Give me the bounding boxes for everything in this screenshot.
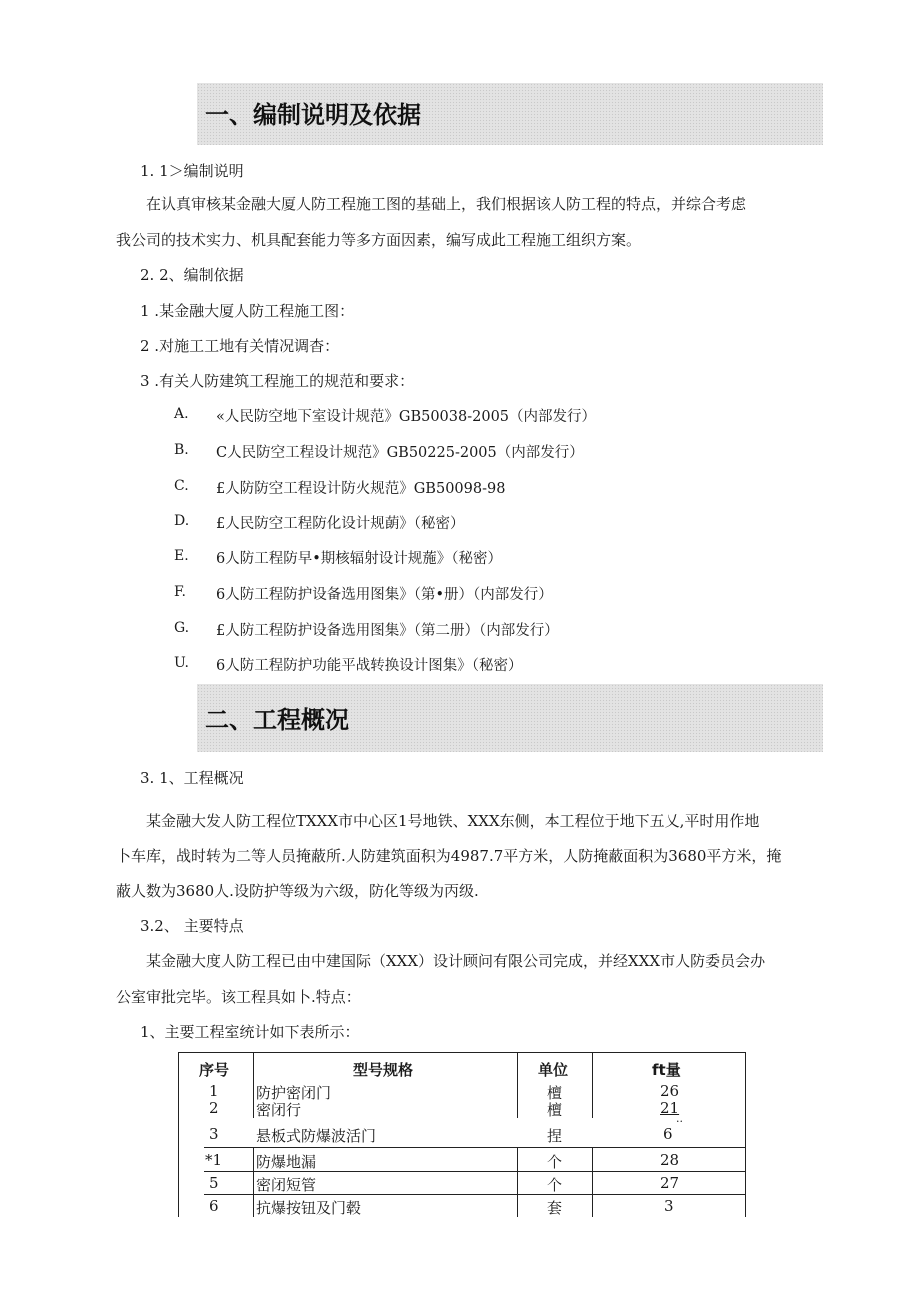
paragraph-line: 卜车库，战时转为二等人员掩蔽所.人防建筑面积为4987.7平方米，人防掩蔽面积为3680平方米，掩 [116,847,782,865]
standard-letter: G. [174,620,190,636]
table-cell-unit: 个 [547,1176,563,1194]
table-cell-unit: 个 [547,1153,563,1171]
table-rule [253,1052,254,1118]
standard-text: «人民防空地下室设计规范》GB50038-2005（内部发行） [216,409,597,425]
table-rule [253,1147,254,1217]
section-title-1: 一、编制说明及依据 [205,101,421,129]
table-rule [517,1147,518,1217]
sub-heading-1-2: 2. 2、编制依据 [140,266,244,284]
standard-letter: A. [174,406,189,422]
table-cell-qty: 28 [660,1151,680,1169]
table-rule [517,1052,518,1118]
table-cell-qty: 21 [660,1099,680,1117]
table-header: 单位 [538,1061,569,1079]
paragraph-line: 公室审批完毕。该工程具如卜.特点： [116,988,361,1006]
paragraph-line: 某金融大度人防工程已由中建国际（XXX）设计顾问有限公司完成，并经XXX市人防委员会办 [146,952,766,970]
table-cell-no: 6 [209,1197,219,1215]
basis-item: 3 .有关人防建筑工程施工的规范和要求： [140,372,415,390]
standard-text: £人防防空工程设计防火规范》GB50098-98 [216,481,506,497]
table-header: ft量 [652,1061,681,1079]
table-rule [204,1147,746,1148]
standard-letter: B. [174,442,189,458]
table-cell-no: *1 [205,1151,223,1169]
table-rule [592,1052,593,1118]
standard-letter: U. [174,655,189,671]
table-cell-no: 2 [209,1099,219,1117]
paragraph-line: 我公司的技术实力、机具配套能力等多方面因素，编写成此工程施工组织方案。 [116,231,642,249]
basis-item: 1 .某金融大厦人防工程施工图： [140,302,355,320]
table-cell-qty: 6 [663,1125,673,1143]
table-rule [178,1052,746,1053]
sub-heading-3-1: 3. 1、工程概况 [140,769,244,787]
paragraph-line: 蔽人数为3680人.设防护等级为六级，防化等级为丙级. [116,882,479,900]
table-cell-qty: 26 [660,1082,680,1100]
table-cell-name: 抗爆按钮及门毂 [256,1199,362,1217]
table-cell-name: 防爆地漏 [256,1153,317,1171]
paragraph-line: 在认真审核某金融大厦人防工程施工图的基础上，我们根据该人防工程的特点，并综合考虑 [146,195,747,213]
standard-letter: D. [174,513,190,529]
table-cell-unit: 檀 [547,1084,563,1102]
table-cell-mark: ·· [676,1115,683,1128]
table-cell-no: 3 [209,1125,219,1143]
table-rule [178,1052,179,1217]
section-banner-2 [197,684,823,752]
basis-item: 2 .对施工工地有关情况调杳： [140,337,340,355]
table-cell-unit: 捏 [547,1127,563,1145]
table-cell-unit: 檀 [547,1101,563,1119]
section-title-2: 二、工程概况 [205,706,349,734]
table-cell-name: 密闭短管 [256,1176,317,1194]
standard-text: C人民防空工程设计规范》GB50225-2005（内部发行） [216,445,584,461]
table-cell-no: 5 [209,1174,219,1192]
table-cell-no: 1 [209,1082,219,1100]
table-caption: 1、主要工程室统计如下表所示： [140,1023,360,1041]
paragraph-line: 某金融大发人防工程位TXXX市中心区1号地铁、XXX东侧，本工程位于地下五乂,平时用作地 [146,812,760,830]
sub-heading-1-1: 1. 1＞编制说明 [140,162,244,180]
table-cell-unit: 套 [547,1199,563,1217]
standard-letter: F. [174,584,186,600]
table-rule [592,1147,593,1217]
table-cell-qty: 3 [664,1197,674,1215]
standard-letter: E. [174,548,189,564]
standard-text: 6人防工程防护功能平战转换设计图集》（秘密） [216,658,523,674]
table-rule [745,1052,746,1217]
table-header: 型号规格 [353,1061,414,1079]
section-banner-1 [197,83,823,145]
table-header: 序号 [199,1061,230,1079]
standard-letter: C. [174,478,189,494]
standard-text: £人民防空工程防化设计规蓢》（秘密） [216,516,465,532]
standard-text: 6人防工程防护设备选用图集》（第•册）（内部发行） [216,587,553,603]
table-cell-qty: 27 [660,1174,680,1192]
standard-text: 6人防工程防早•期核辐射设计规葹》（秘密） [216,551,503,567]
table-cell-name: 悬板式防爆波活门 [256,1127,377,1145]
standard-text: £人防工程防护设备选用图集》（第二册）（内部发行） [216,623,559,639]
table-cell-name: 密闭行 [256,1101,302,1119]
table-cell-name: 防护密闭门 [256,1084,332,1102]
sub-heading-3-2: 3.2、 主要特点 [140,917,244,935]
